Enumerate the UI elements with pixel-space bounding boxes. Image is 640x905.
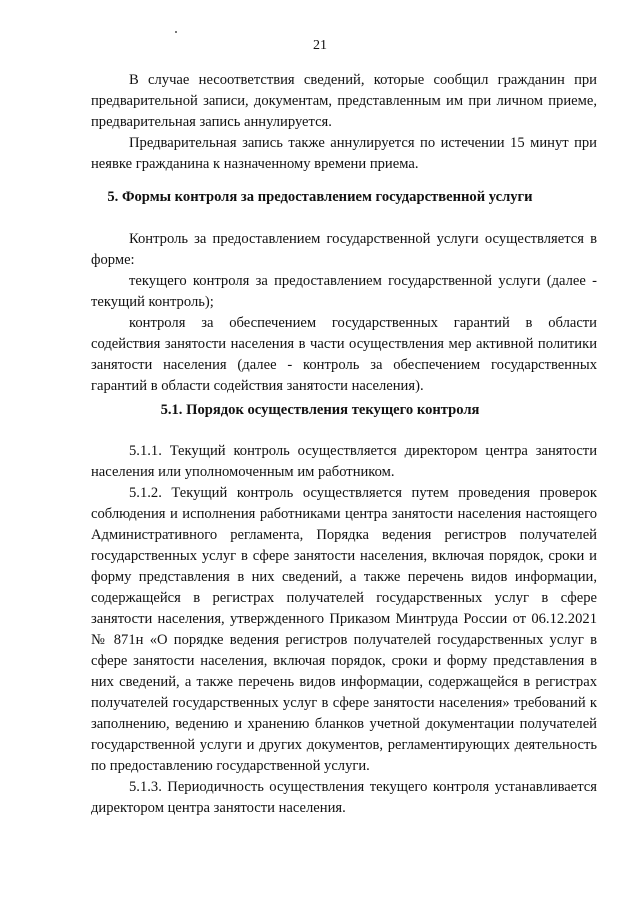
page-number: 21 (313, 38, 327, 53)
section-5-1-heading: 5.1. Порядок осуществления текущего контроля (160, 402, 480, 418)
section-5-heading: 5. Формы контроля за предоставлением государственной услуги (107, 189, 533, 205)
paragraph-annulment-timeout: Предварительная запись также аннулируется по истечении 15 минут при неявке гражданина к назначенному времени приема. (91, 135, 597, 172)
intro-text-block (91, 70, 597, 175)
section-5-text-block (91, 229, 597, 397)
paragraph-5-1-1: 5.1.1. Текущий контроль осуществляется директором центра занятости населения или уполномоченным им работником. (91, 443, 597, 480)
section-5-1-text-block (91, 441, 597, 819)
scan-speck (175, 31, 177, 33)
paragraph-current-control: текущего контроля за предоставлением государственной услуги (далее - текущий контроль); (91, 273, 597, 310)
paragraph-preliminary-record: В случае несоответствия сведений, которые сообщил гражданин при предварительной записи, документам, представленным им при личном приеме, предварительная запись аннулируется. (91, 72, 597, 130)
paragraph-5-1-2: 5.1.2. Текущий контроль осуществляется путем проведения проверок соблюдения и исполнения работниками центра занятости населения настоящего Административного регламента, Порядка ведения регистров получателей государственных услуг в сфере занятости населения, включая порядок, сроки и форму представления в них сведений, а также перечень видов информации, содержащейся в регистрах получателей государственных услуг в сфере занятости населения, утвержденного Приказом Минтруда России от 06.12.2021 № 871н «О порядке ведения регистров получателей государственных услуг в сфере занятости населения, включая порядок, сроки и форму представления в них сведений, а также перечень видов информации, содержащейся в регистрах получателей государственных услуг в сфере занятости населения» требований к заполнению, ведению и хранению бланков учетной документации получателей государственной услуги и других документов, регламентирующих деятельность по предоставлению государственной услуги. (91, 485, 597, 774)
paragraph-guarantees-control: контроля за обеспечением государственных гарантий в области содействия занятости населения в части осуществления мер активной политики занятости населения (далее - контроль за обеспечением государственных гарантий в области содействия занятости населения). (91, 315, 597, 394)
paragraph-5-1-3: 5.1.3. Периодичность осуществления текущего контроля устанавливается директором центра занятости населения. (91, 779, 597, 816)
paragraph-control-forms: Контроль за предоставлением государственной услуги осуществляется в форме: (91, 231, 597, 268)
